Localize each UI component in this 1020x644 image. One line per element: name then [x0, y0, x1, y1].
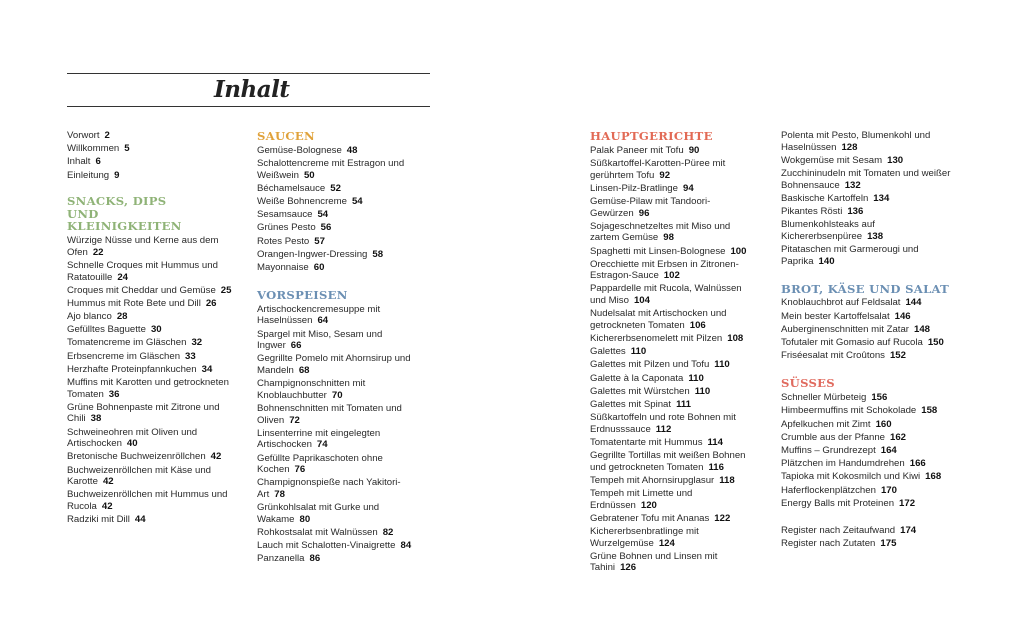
toc-entry-page: 34	[201, 363, 213, 375]
toc-entry-page: 111	[676, 398, 692, 410]
toc-entry	[590, 283, 755, 306]
toc-entry	[590, 158, 755, 181]
toc-entry-page: 128	[841, 141, 858, 153]
suesses-heading: SÜSSES	[781, 376, 835, 391]
toc-entry-title: Friséesalat mit Croûtons	[781, 350, 885, 362]
toc-entry-page: 54	[351, 195, 363, 207]
toc-entry-page: 110	[688, 372, 704, 384]
toc-entry-title: Gebratener Tofu mit Ananas	[590, 512, 710, 524]
toc-entry-title: Vorwort	[67, 130, 100, 141]
toc-entry-page: 28	[116, 311, 128, 323]
toc-entry	[590, 359, 755, 371]
toc-entry-title: Plätzchen im Handumdrehen	[781, 458, 905, 470]
toc-entry-page: 42	[101, 500, 113, 512]
toc-entry	[67, 285, 247, 297]
toc-entry-page: 146	[894, 310, 911, 322]
toc-entry-title: Tomatentarte mit Hummus	[590, 436, 703, 448]
toc-entry-page: 140	[818, 255, 835, 267]
toc-entry	[257, 378, 417, 401]
toc-entry	[781, 458, 951, 470]
toc-entry	[67, 489, 247, 512]
toc-entry-title: Panzanella	[257, 553, 305, 565]
toc-entry	[590, 221, 755, 244]
toc-entry-title: Rohkostsalat mit Walnüssen	[257, 526, 378, 538]
toc-entry-title: Croques mit Cheddar und Gemüse	[67, 284, 216, 296]
toc-entry	[67, 514, 247, 526]
toc-entry-page: 130	[887, 154, 904, 166]
toc-entry	[781, 206, 951, 218]
toc-entry	[590, 183, 755, 195]
toc-entry-title: Erbsencreme im Gläschen	[67, 350, 181, 362]
toc-entry-title: Kichererbsenbratlinge mit Wurzelgemüse	[590, 526, 699, 549]
toc-entry-page: 24	[117, 271, 129, 283]
toc-entry-page: 78	[274, 488, 285, 500]
toc-entry-page: 110	[714, 359, 730, 371]
toc-entry-page: 48	[346, 144, 358, 156]
toc-entry	[781, 392, 951, 404]
toc-entry	[67, 377, 247, 400]
toc-entry-title: Gemüse-Bolognese	[257, 144, 342, 156]
toc-entry-title: Galette à la Caponata	[590, 372, 684, 384]
toc-entry-title: Auberginenschnitten mit Zatar	[781, 323, 909, 335]
toc-entry-title: Pappardelle mit Rucola, Walnüssen und Miso	[590, 283, 742, 307]
toc-entry	[257, 209, 417, 221]
toc-entry	[781, 432, 951, 444]
toc-entry-title: Champignonspieße nach Yakitori-Art	[257, 477, 401, 500]
toc-entry	[590, 308, 755, 331]
toc-entry	[67, 235, 247, 258]
toc-entry-title: Orecchiette mit Erbsen in Zitronen-Estragon-Sauce	[590, 258, 739, 282]
toc-entry-page: 138	[867, 230, 884, 242]
toc-entry-title: Radziki mit Dill	[67, 514, 130, 526]
toc-entry	[590, 475, 755, 487]
toc-entry-title: Tempeh mit Limette und Erdnüssen	[590, 488, 693, 511]
toc-entry	[67, 170, 247, 182]
toc-entry-title: Würzige Nüsse und Kerne aus dem Ofen	[67, 235, 219, 258]
toc-entry-title: Rotes Pesto	[257, 235, 310, 247]
toc-entry	[781, 538, 951, 550]
toc-entry-title: Wokgemüse mit Sesam	[781, 154, 883, 166]
toc-entry-page: 60	[313, 261, 325, 273]
toc-entry	[781, 155, 951, 167]
toc-entry-title: Sojageschnetzeltes mit Miso und zartem Gemüse	[590, 220, 731, 244]
toc-entry	[67, 298, 247, 310]
snacks-list	[67, 235, 247, 526]
toc-entry-page: 148	[913, 323, 930, 335]
toc-entry-page: 32	[191, 337, 203, 349]
toc-entry-page: 2	[104, 130, 110, 141]
toc-column-2	[257, 130, 417, 566]
toc-entry-page: 80	[299, 513, 311, 525]
toc-entry-title: Galettes mit Pilzen und Tofu	[590, 359, 710, 371]
toc-entry-title: Schalottencreme mit Estragon und Weißwein	[257, 157, 405, 181]
toc-entry-page: 158	[921, 405, 938, 417]
toc-entry-page: 122	[714, 512, 731, 524]
toc-entry-title: Gegrillte Pomelo mit Ahornsirup und Mandeln	[257, 353, 411, 377]
toc-entry-title: Pitataschen mit Garmerougi und Paprika	[781, 243, 919, 267]
toc-entry-page: 175	[880, 538, 897, 550]
toc-entry-page: 40	[126, 438, 138, 450]
toc-entry	[257, 329, 417, 352]
toc-entry-page: 33	[185, 350, 196, 362]
toc-entry-title: Apfelkuchen mit Zimt	[781, 418, 871, 430]
toc-entry-page: 76	[294, 464, 306, 476]
toc-entry-page: 124	[658, 537, 675, 549]
toc-entry-title: Blumenkohlsteaks auf Kichererbsenpüree	[781, 219, 875, 242]
toc-entry	[590, 196, 755, 219]
toc-entry-page: 36	[108, 388, 120, 400]
toc-column-1	[67, 130, 247, 527]
toc-entry-title: Grüne Bohnen und Linsen mit Tahini	[590, 550, 718, 574]
toc-entry	[590, 513, 755, 525]
toc-entry-page: 104	[633, 295, 650, 307]
toc-entry-page: 52	[330, 182, 341, 194]
toc-entry-title: Lauch mit Schalotten-Vinaigrette	[257, 540, 396, 552]
toc-entry-page: 100	[730, 245, 747, 257]
toc-entry-title: Champignonschnitten mit Knoblauchbutter	[257, 378, 366, 401]
toc-entry	[781, 485, 951, 497]
toc-entry-page: 94	[682, 182, 694, 194]
toc-entry-title: Tempeh mit Ahornsirupglasur	[590, 474, 715, 486]
toc-entry-page: 74	[316, 439, 328, 451]
toc-entry-title: Béchamelsauce	[257, 182, 326, 194]
brot-list	[781, 297, 951, 361]
toc-entry	[781, 471, 951, 483]
toc-entry-title: Ajo blanco	[67, 311, 112, 323]
toc-entry-page: 44	[134, 514, 146, 526]
front-list	[67, 130, 247, 181]
toc-entry-title: Gegrillte Tortillas mit weißen Bohnen und getrockneten Tomaten	[590, 450, 746, 473]
toc-entry	[257, 158, 417, 181]
haupt-cont-list	[781, 130, 951, 267]
toc-entry-title: Galettes mit Würstchen	[590, 385, 690, 397]
toc-entry-title: Register nach Zeitaufwand	[781, 524, 896, 536]
toc-entry	[257, 502, 417, 525]
toc-entry	[590, 246, 755, 258]
toc-entry-title: Süßkartoffel-Karotten-Püree mit gerührtem Tofu	[590, 157, 726, 181]
toc-entry-title: Orangen-Ingwer-Dressing	[257, 248, 368, 260]
snacks-heading: SNACKS, DIPS UND KLEINIGKEITEN	[67, 193, 182, 234]
toc-entry	[781, 311, 951, 323]
toc-entry-page: 25	[220, 284, 232, 296]
saucen-heading: SAUCEN	[257, 129, 315, 143]
toc-entry-title: Gemüse-Pilaw mit Tandoori-Gewürzen	[590, 195, 711, 219]
brot-heading: BROT, KÄSE UND SALAT	[781, 281, 950, 296]
toc-entry-page: 150	[927, 337, 944, 349]
saucen-list	[257, 145, 417, 274]
toc-entry-page: 84	[400, 540, 412, 552]
toc-entry-title: Buchweizenröllchen mit Hummus und Rucola	[67, 489, 228, 512]
toc-entry-page: 86	[309, 553, 321, 565]
toc-entry-page: 26	[205, 297, 217, 309]
toc-entry-title: Hummus mit Rote Bete und Dill	[67, 297, 201, 309]
toc-entry	[67, 451, 247, 463]
toc-entry	[781, 219, 951, 242]
toc-entry	[781, 419, 951, 431]
toc-entry-title: Grünkohlsalat mit Gurke und Wakame	[257, 502, 380, 525]
top-rule	[67, 73, 430, 74]
toc-entry	[67, 427, 247, 450]
toc-entry	[67, 337, 247, 349]
suesses-list	[781, 392, 951, 509]
toc-entry	[781, 405, 951, 417]
toc-entry-page: 132	[844, 179, 861, 191]
toc-entry	[67, 156, 247, 168]
toc-entry-page: 30	[150, 324, 162, 336]
toc-entry-title: Baskische Kartoffeln	[781, 192, 869, 204]
vorspeisen-list	[257, 304, 417, 565]
toc-entry	[590, 145, 755, 157]
toc-entry	[257, 196, 417, 208]
toc-entry-title: Linsenterrine mit eingelegten Artischocken	[257, 427, 381, 451]
toc-entry	[590, 450, 755, 473]
bottom-rule	[67, 106, 430, 107]
toc-entry-page: 156	[871, 392, 888, 404]
toc-entry	[257, 249, 417, 261]
toc-entry-page: 118	[719, 474, 735, 486]
toc-entry	[67, 465, 247, 488]
toc-entry-title: Schweineohren mit Oliven und Artischocken	[67, 426, 198, 450]
toc-entry-page: 112	[655, 423, 672, 435]
toc-entry-title: Süßkartoffeln und rote Bohnen mit Erdnusssauce	[590, 412, 736, 435]
toc-entry-title: Sesamsauce	[257, 209, 313, 221]
toc-entry-title: Polenta mit Pesto, Blumenkohl und Haselnüssen	[781, 130, 931, 153]
toc-entry-page: 106	[689, 319, 706, 331]
toc-entry	[781, 324, 951, 336]
vorspeisen-heading: VORSPEISEN	[257, 288, 348, 303]
toc-entry-page: 66	[290, 340, 302, 352]
toc-entry-page: 6	[95, 156, 101, 168]
toc-entry-page: 170	[880, 484, 897, 496]
toc-entry-page: 114	[707, 436, 723, 448]
toc-entry-title: Galettes mit Spinat	[590, 398, 672, 410]
toc-entry-page: 92	[659, 169, 671, 181]
toc-entry-title: Spaghetti mit Linsen-Bolognese	[590, 245, 726, 257]
toc-entry-title: Tomatencreme im Gläschen	[67, 337, 187, 349]
toc-entry	[67, 402, 247, 425]
toc-entry-title: Herzhafte Proteinpfannkuchen	[67, 363, 197, 375]
toc-entry	[781, 337, 951, 349]
toc-entry	[590, 412, 755, 435]
toc-entry-page: 168	[925, 471, 942, 483]
toc-entry	[257, 428, 417, 451]
toc-entry-title: Schnelle Croques mit Hummus und Ratatouille	[67, 259, 218, 283]
toc-entry-page: 50	[303, 169, 315, 181]
toc-entry-page: 22	[92, 246, 104, 258]
toc-entry-title: Einleitung	[67, 169, 110, 181]
toc-entry-page: 68	[298, 365, 310, 377]
toc-entry-title: Zucchininudeln mit Tomaten und weißer Bohnensauce	[781, 167, 951, 191]
toc-entry	[590, 333, 755, 345]
toc-entry-page: 120	[640, 499, 657, 511]
toc-entry-title: Pikantes Rösti	[781, 205, 843, 217]
toc-entry-title: Energy Balls mit Proteinen	[781, 497, 895, 509]
toc-entry-title: Inhalt	[67, 156, 91, 168]
toc-entry-page: 38	[90, 413, 102, 425]
toc-entry-page: 126	[620, 562, 637, 574]
toc-entry-title: Kichererbsenomelett mit Pilzen	[590, 333, 723, 345]
toc-entry-title: Artischockencremesuppe mit Haselnüssen	[257, 303, 381, 327]
toc-entry-page: 82	[382, 526, 394, 538]
haupt-heading: HAUPTGERICHTE	[590, 129, 713, 143]
toc-entry-title: Register nach Zutaten	[781, 538, 876, 550]
toc-entry	[67, 260, 247, 283]
toc-entry	[781, 350, 951, 362]
toc-entry	[590, 373, 755, 385]
toc-entry-title: Bretonische Buchweizenröllchen	[67, 451, 206, 463]
toc-entry	[590, 526, 755, 549]
toc-entry-page: 160	[875, 418, 892, 430]
toc-entry-page: 164	[880, 444, 897, 456]
toc-entry	[67, 324, 247, 336]
toc-entry	[257, 453, 417, 476]
toc-entry	[67, 364, 247, 376]
toc-entry-page: 108	[727, 333, 744, 345]
toc-entry	[257, 527, 417, 539]
toc-entry	[257, 304, 417, 327]
toc-entry	[781, 525, 951, 537]
toc-entry-page: 162	[890, 431, 907, 443]
toc-entry	[257, 183, 417, 195]
toc-entry-title: Schneller Mürbeteig	[781, 392, 867, 404]
toc-entry-page: 134	[873, 192, 890, 204]
toc-entry	[590, 399, 755, 411]
toc-column-3	[590, 130, 755, 576]
toc-entry	[590, 488, 755, 511]
toc-entry-page: 70	[331, 389, 343, 401]
toc-entry-title: Buchweizenröllchen mit Käse und Karotte	[67, 464, 211, 488]
toc-entry-page: 72	[289, 414, 300, 426]
toc-entry-page: 174	[900, 524, 917, 536]
toc-entry-page: 54	[317, 209, 329, 221]
toc-entry	[590, 346, 755, 358]
toc-entry-title: Haferflockenplätzchen	[781, 484, 876, 496]
toc-entry-page: 57	[314, 235, 325, 247]
toc-entry-title: Tapioka mit Kokosmilch und Kiwi	[781, 471, 921, 483]
toc-entry	[257, 222, 417, 234]
toc-entry	[257, 553, 417, 565]
toc-entry-title: Galettes	[590, 346, 626, 358]
toc-entry	[781, 445, 951, 457]
toc-entry-title: Willkommen	[67, 143, 120, 155]
toc-entry-title: Gefülltes Baguette	[67, 324, 146, 336]
toc-entry-title: Himbeermuffins mit Schokolade	[781, 405, 917, 417]
toc-entry-title: Weiße Bohnencreme	[257, 195, 347, 207]
toc-entry-title: Mein bester Kartoffelsalat	[781, 310, 890, 322]
toc-entry-page: 166	[909, 458, 926, 470]
toc-entry	[590, 437, 755, 449]
toc-entry-page: 110	[694, 385, 711, 397]
toc-entry-page: 90	[688, 144, 700, 156]
toc-entry-title: Muffins – Grundrezept	[781, 444, 876, 456]
toc-entry-page: 56	[320, 222, 332, 234]
toc-entry-title: Palak Paneer mit Tofu	[590, 144, 684, 156]
toc-entry-title: Knoblauchbrot auf Feldsalat	[781, 297, 901, 309]
toc-entry-page: 144	[905, 297, 922, 309]
toc-entry-title: Spargel mit Miso, Sesam und Ingwer	[257, 328, 383, 352]
toc-entry	[781, 498, 951, 510]
toc-entry-title: Bohnenschnitten mit Tomaten und Oliven	[257, 403, 402, 426]
toc-entry	[781, 244, 951, 267]
toc-entry-title: Muffins mit Karotten und getrockneten Tomaten	[67, 377, 229, 400]
toc-entry-page: 172	[899, 497, 916, 509]
haupt-list	[590, 145, 755, 574]
page-title: Inhalt	[214, 76, 290, 103]
register-list	[781, 525, 951, 550]
toc-entry	[257, 353, 417, 376]
toc-entry-page: 42	[102, 476, 114, 488]
toc-entry-page: 98	[663, 232, 674, 244]
toc-entry-page: 136	[847, 205, 864, 217]
toc-entry	[257, 145, 417, 157]
toc-entry-title: Grünes Pesto	[257, 222, 316, 234]
toc-entry-page: 58	[372, 248, 384, 260]
toc-entry	[781, 193, 951, 205]
toc-entry-title: Gefüllte Paprikaschoten ohne Kochen	[257, 452, 383, 476]
toc-entry	[257, 236, 417, 248]
toc-entry-title: Grüne Bohnenpaste mit Zitrone und Chili	[67, 401, 220, 425]
toc-entry-title: Nudelsalat mit Artischocken und getrockneten Tomaten	[590, 308, 727, 331]
toc-entry	[257, 262, 417, 274]
toc-entry-page: 96	[638, 207, 650, 219]
toc-entry-page: 64	[317, 315, 329, 327]
toc-entry	[67, 311, 247, 323]
toc-entry	[590, 259, 755, 282]
toc-entry	[67, 143, 247, 155]
toc-entry	[590, 386, 755, 398]
toc-entry-page: 42	[210, 451, 222, 463]
toc-entry	[781, 297, 951, 309]
toc-entry-page: 116	[708, 461, 724, 473]
toc-entry	[257, 403, 417, 426]
toc-entry-page: 5	[124, 143, 130, 155]
toc-entry	[67, 351, 247, 363]
toc-entry-title: Linsen-Pilz-Bratlinge	[590, 182, 678, 194]
toc-entry-title: Mayonnaise	[257, 261, 309, 273]
toc-entry-title: Crumble aus der Pfanne	[781, 431, 885, 443]
toc-column-4	[781, 130, 951, 551]
toc-entry-page: 152	[889, 350, 906, 362]
toc-entry	[257, 477, 417, 500]
toc-entry-page: 102	[663, 270, 680, 282]
toc-entry	[781, 130, 951, 153]
toc-entry-page: 9	[114, 169, 120, 181]
toc-entry-page: 110	[630, 346, 647, 358]
toc-entry	[781, 168, 951, 191]
toc-entry-title: Tofutaler mit Gomasio auf Rucola	[781, 337, 923, 349]
toc-entry	[257, 540, 417, 552]
toc-entry	[590, 551, 755, 574]
toc-entry	[67, 130, 247, 142]
